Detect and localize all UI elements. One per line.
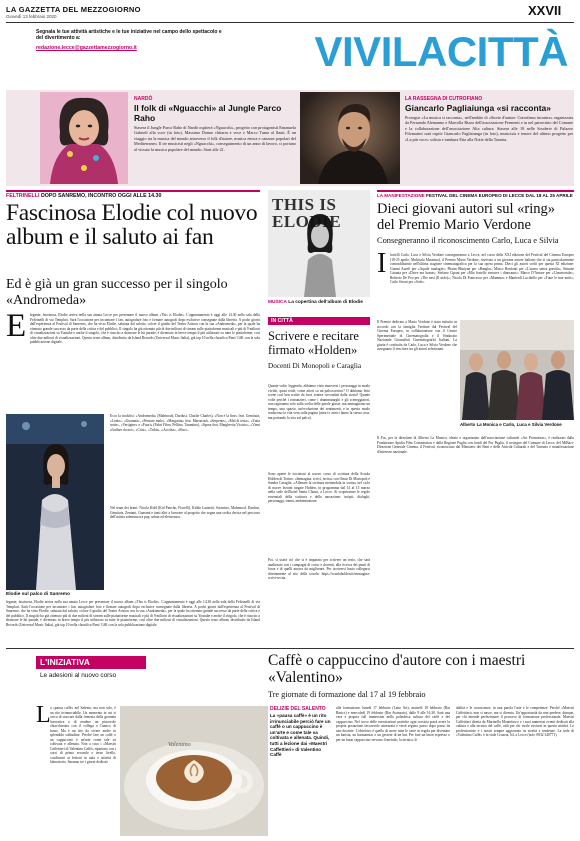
section-banner	[233, 26, 574, 78]
kicker-rule	[6, 190, 260, 192]
promo-body: Prosegue «La musica si racconta», nell'ambito di «Storie d'autore. Cutrofiano incontra» organizzata da Fernando Alemanno e Marcella Rizzo dell'associazione Fermenti e tu nel patrocinio del Comune e la collaborazione dell'associazione Alta cultura. Stasera alle 18 nelle Scuderie di Palazzo Filomarini sarà ospite Giancarlo Pagliaiunga (in foto), musicista e tenore del ultimo progetto per «La più voce» solista e tambura Etta alla Notte della Taranta.	[405, 115, 573, 142]
left-dropcap: E	[6, 308, 27, 344]
right-kicker-text: FESTIVAL DEL CINEMA EUROPEO DI LECCE DAL 18 AL 25 APRILE	[426, 193, 573, 198]
in-citta-body-1: Quante volte, leggendo, abbiamo visto muoversi i personaggi in modo vivido, quasi reale, come attori su un palcoscenico? O abbiamo letto scene così ben scritte da farci sentire circondati dalla storia? Quante volte perché i romanzieri, come i drammaturghi e gli sceneggiatori, non ragionano solo sulla scelta delle parole giuste, ma immaginano un tempo, uno spazio, un'evoluzione dei sentimenti, e in questo modo traducono la vita vera sulla pagina (attori e attrici fanno la stessa cosa, ma portando la vita sul palco).	[268, 384, 370, 420]
paper-name: LA GAZZETTA DEL MEZZOGIORNO	[6, 5, 141, 14]
promo-body: Stasera il Jungle Parco Raho di Nardò ospiterà «Nguacchi», progetto con protagonisti Emanuela Gabrieli alla voce (in foto), Massimo Donno chitarra e voce e Marco Tuma al flauti. È un viaggio tra la musica del mondo attraverso il folk d'autore, musica etnica e canzoni popolari del Mediterraneo. Il tre musicisti negli «Nguacchi», conseguimento di un anno di lavoro, ci portano al vissuto la musica popolare del mondo. Start alle 21.	[134, 125, 296, 152]
album-caption-text: La copertina dell'album di Elodie	[288, 300, 363, 305]
notice-email[interactable]: redazione.lecce@gazzettamezzogiorno.it	[36, 45, 137, 51]
right-dropcap: I	[377, 248, 387, 279]
masthead-rule	[6, 22, 574, 23]
right-kicker	[377, 193, 577, 198]
coffee-photo	[120, 706, 268, 836]
page-number: XXVII	[528, 3, 562, 18]
left-kicker	[6, 193, 161, 199]
caffe-col-2: alla formazione: lunedì 17 febbraio (Latte Art); martedì 18 febbraio (Bar Basics) e mercoledì 19 febbraio (Bar Avanzato), dalle 9 alle 16.30. Sarà una vera e propria full immersion nella poliedrica cultura del caffè e del cappuccino. Nel corso delle esercitazioni pratiche ogni corsista potrà avere la propria postazione favorevole attrezzata e verrà seguito passo dopo passo da uno docente. L'obiettivo è quello di avere tutte le carte in regola per diventare un barista, un barmanstar o un gestore di un bar. Per fare un buon espresso o per un buon cappuccino servono il metodo, la tecnica, le	[336, 706, 450, 742]
left-body-3: Nel team dei brani: Nicola Kidd (Kid Pancho, Fiorelli), Kiddo Lanzetti, Sciarrino, Mahmood, Dardust, Gemitaiz, Zentani, Guaranà e tanti altri a lavorare al progetto che segna una svolta decisa nel percorso dell'artista salentina tra pop, urban ed elettronica.	[110, 506, 260, 519]
right-body-1: fratelli Carlo, Luca e Silvia Verdone consegneranno a Lecce, nel corso della XXI edizione del Festival del Cinema Europeo (18-25 aprile, Multisala Massimo), il Premio Mario Verdone, riservato a un giovane autore italiano che si sia particolarmente contraddistinto nell'ultima stagione cinematografica per la sua opera prima. Dieci gli autori scelti per questa XI edizione: Gianni Aureli per «Aquile randagie»; Phaim Bhuiyan per «Bangla»; Marco Bonfanti per «L'uomo senza gravità»; Simone Catania per «Drive me home»; Stefano Cipani per «Mio fratello rincorre i dinosauri»; Marco D'Amore per «L'immortale»; Roberto De Feo per «The nest (Il nido)»; Nicola Di Francesco per «Mamma» e Manfredi Lucibello per «Tutte le mie notti»; Carlo Sironi per «Sole».	[390, 253, 574, 284]
album-caption	[268, 300, 370, 305]
promo-photo-singer	[40, 92, 128, 184]
coffee-caption-text: La «pausa caffè» è un rito irrinunciabile perciò fare un caffè o un cappuccino è un'arte e come tale va coltivata e allenata. Quindi, tutti a lezione dai «Maestri Caffettieri» di Valentino Caffè	[270, 713, 331, 758]
cup-brand: Valentino	[168, 742, 191, 748]
iniziativa-sub: Le adesioni al nuovo corso	[40, 672, 117, 679]
caffe-col-3: abilità e le conoscenze, in una parola l'arte e le competenze. Perché «Maestri Caffettieri» non si nasce, ma si diventa. Un'opportunità da non perdere, dunque, per chi intende perfezionare il percorso di formazione professionale. Maestri Caffettieri diretta da Marinella Montefusco e i suoi numerosi eventi dedicati alla cultura e alla tecnica del caffè, utili per chi vuole avviarsi in questa attività. Le professioniste e i nostri sempre aggiornato su novità e tendenze. La sede di «Valentino Caffè» è in viale Croazia, 64, a Lecce (info: 0832 340771).	[456, 706, 574, 737]
coffee-caption-tag: DELIZIE DEL SALENTO	[270, 706, 326, 712]
left-kicker-text: DOPO SANREMO, INCONTRO OGGI ALLE 14.30	[40, 193, 162, 199]
verdone-caption: Alberto La Monica e Carlo, Luca e Silvia Verdone	[460, 422, 562, 427]
right-title: Dieci giovani autori sul «ring» del Premio Mario Verdone	[377, 201, 555, 233]
left-body-4: legante, fascinosa, Elodie arriva nella sua amata Lecce per presentare il nuovo album «This is Elodie». L'appuntamento è oggi alle 14.30 nella sala della Feltrinelli di via Templari. Sarà l'occasione per incontrare i fan, autografare foto e firmare autografi dopo esclusive consegnate dalla libreria. A pochi giorni dall'esperienza al Festival di Sanremo, che ha visto Elodie, salutata dal salotto, colore il giudio del Teatro Ariston con la sua «Andromeda», per la quale ha ottenuto grande successo da parte della critica e del pubblico. Il singolo ha già ottenuto più di due milioni di stream sulle piattaforme musicali e più di 9 milioni di visualizzazioni su Youtube e anche il singolo, che è riuscito a sbancare le hit parade, è diventato in breve tempo il più utilizzato su tutte le piattaforme, così oltre due milioni di visualizzazioni. Questo terzo album, distribuito da Island Records (Universal Music Italia), già top 10 nella classifica Fimi/ GfK con la sola pubblicazione digitale.	[6, 600, 260, 627]
promo-cutrofiano	[405, 96, 573, 142]
issue-date: Giovedì 13 febbraio 2020	[6, 14, 57, 19]
elodie-photo	[6, 414, 104, 590]
right-body-3: Il Fos, per la direzione di Alberto La Monica, ideato e organizzato dall'associazione culturale «Art Promotion», è realizzato dalla Fondazione Apulia Film Commission e dalla Regione Puglia con fondi del Por Puglia, il sostegno del Comune di Lecce, del MiBact-Direzione Generale Cinema, il Festival, riconosciuto dal Ministero dei Beni e delle Attività Culturali e del Turismo e manifestazione d'interesse nazionale.	[377, 436, 574, 454]
right-kicker-rule	[377, 190, 574, 192]
bottom-rule	[6, 648, 574, 649]
iniziativa-tag: L'INIZIATIVA	[36, 656, 146, 669]
in-citta-subtitle: Docenti Di Monopoli e Caraglia	[268, 362, 362, 370]
album-cover	[268, 190, 370, 297]
promo-photo-tenor	[300, 92, 400, 184]
elodie-photo-caption: Elodie sul palco di Sanremo	[6, 592, 70, 597]
album-caption-tag: MUSICA	[268, 300, 287, 305]
notice-text: Segnala le tue attività artistiche e le tue iniziative nel campo dello spettacolo e del divertimento a:	[36, 29, 222, 42]
coffee-photo-caption	[270, 706, 332, 758]
right-body-2: Il Premio dedicato a Mario Verdone è stato istituito in accordo con la famiglia Verdone dal Festival del Cinema Europeo, in collaborazione con il Centro Sperimentale di Cinematografia e il Sindacato Nazionale Giornalisti Cinematografici Italiani. La giuria è costituita da Carlo, Luca e Silvia Verdone che assegnano il vincitore tra gli autori selezionati.	[377, 320, 457, 351]
caffe-col-1: a «pausa caffè» nel Salento, ma non solo, è un rito irrinunciabile. Un momento in cui si cerca di staccare dalla frenesia della giornata lavorativa o di rendere un piacevole chiacchierata con il collega o l'amico di turno. Ma è un rito da vivere anche in splendida solitudine. Perché fare un caffè o un cappuccino è un'arte come tale va coltivata e allenata. Non a caso i «Maestri Caffettieri di Valentino Caffè» ripartono con i corsi di primo secondo e terzo livello, coadiuvati ai lezioni in aula e attività di laboratorio. Saranno tre i giorni dedicati	[50, 706, 116, 764]
right-kicker-brand: LA MANIFESTAZIONE	[377, 193, 425, 198]
promo-title: Giancarlo Pagliaiunga «si racconta»	[405, 103, 551, 113]
promo-title: Il folk di «Nguacchi» al Jungle Parco Raho	[134, 103, 282, 123]
right-subtitle: Consegneranno il riconoscimento Carlo, Luca e Silvia	[377, 236, 559, 245]
album-cover-text: THIS IS ELODIE	[272, 195, 342, 231]
caffe-subtitle: Tre giornate di formazione dal 17 al 19 febbraio	[268, 690, 426, 699]
caffe-title: Caffè o cappuccino d'autore con i maestri «Valentino»	[268, 652, 526, 686]
in-citta-body-2: Sono aperte le iscrizioni al nuovo corso di scrittura della Scuola Holden di Torino: «Immagina, scrivi, recita» con Omar Di Monopoli e Sandra Caraglia. «Allenare la scrittura mettendola in scena» nel ciclo di nuove lezioni targate Holden, in programma dal 14 al 15 marzo nella sede dell'hotel Santa Chiara, a Lecce. Si scopriranno le regole essenziali della scrittura e della narrazione: incipit, dialoghi, personaggi, trama, ambientazione.	[268, 472, 370, 503]
left-body-2: Ecco la tracklist: «Andromeda» (Mahmood, Dardust, Charlie Charles), «Non è la fine» feat. Gemitaiz, «Lento», «Guaranà», «Pensare male», «Margarita» feat. Marracash, «Serpente», «Mal di testa», «Tutta notte», «Vertigine» e «Fuori» (Fabri Fibra, Pellino, Tarantino), «Sposa feat. Margherita Vicario», «Vieni a ballare da noi», «Crisi», «Tribù», «Ascolta», «Fine».	[110, 414, 260, 432]
in-citta-title: Scrivere e recitare firmato «Holden»	[268, 329, 359, 357]
left-subtitle: Ed è già un gran successo per il singolo «Andromeda»	[6, 277, 228, 308]
verdone-photo	[460, 320, 574, 420]
section-title: VIVILACITTÀ	[314, 28, 568, 75]
left-body-1: legante, fascinosa, Elodie arriva nella sua amata Lecce per presentare il nuovo album «This is Elodie». L'appuntamento è oggi alle 14.30 nella sala della Feltrinelli di via Templari. Sarà l'occasione per incontrare i fan, autografare foto e firmare autografi dopo esclusive consegnate dalla libreria. A pochi giorni dall'esperienza al Festival di Sanremo, che ha visto Elodie, salutata dal salotto, colore il giudio del Teatro Ariston con la sua «Andromeda», per la quale ha ottenuto grande successo da parte della critica e del pubblico. Il singolo ha già ottenuto più di due milioni di stream sulle piattaforme musicali e più di 9 milioni di visualizzazioni su Youtube e anche il singolo, che è riuscito a sbancare le hit parade, è diventato in breve tempo il più utilizzato su tutte le piattaforme, così oltre due milioni di visualizzazioni. Questo terzo album, distribuito da Island Records (Universal Music Italia), già top 10 nella classifica Fimi/ GfK con la sola pubblicazione digitale.	[30, 313, 260, 344]
left-title: Fascinosa Elodie col nuovo album e il saluto ai fan	[6, 200, 258, 250]
promo-kicker: LA RASSEGNA DI CUTROFIANO	[405, 96, 483, 102]
caffe-dropcap: L	[36, 702, 51, 728]
in-citta-tag: IN CITTÀ	[268, 317, 370, 325]
promo-kicker: NARDÒ	[134, 96, 153, 102]
in-citta-body-3: Poi, si userà ciò che si è imparato per scrivere un testo, che sarà analizzato con i compagni di corso e docenti, alla ricerca dei punti di forza e di quelli ancora da migliorare. Per iscriversi basta collegarsi direttamente al sito della scuola: https://scuolaholden.it/immagina-scrivi-recita.	[268, 558, 370, 580]
left-kicker-brand: FELTRINELLI	[6, 193, 40, 199]
promo-nardo	[134, 96, 296, 152]
